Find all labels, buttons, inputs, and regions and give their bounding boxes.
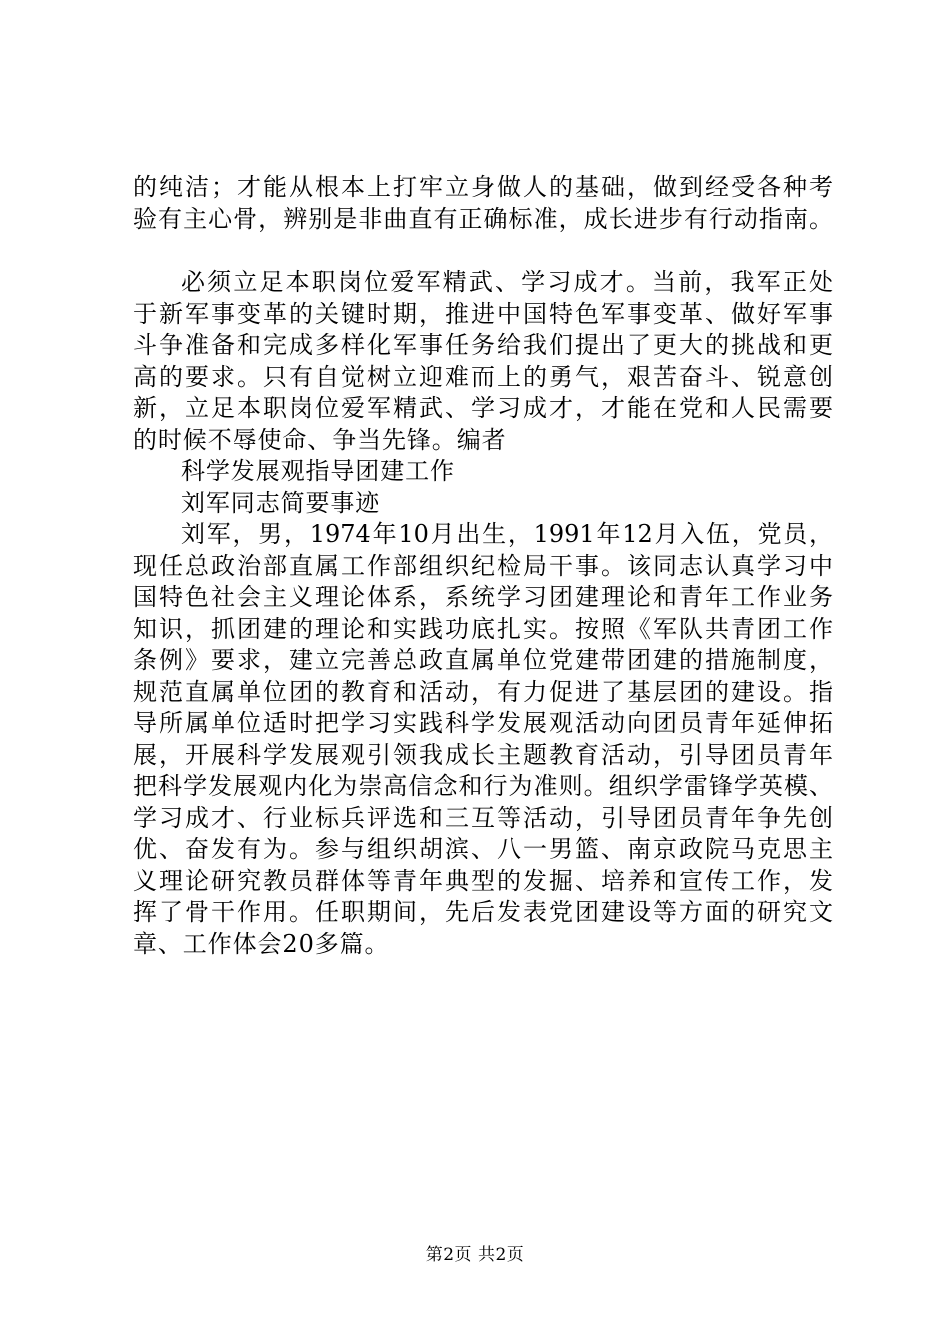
text-line: 展，开展科学发展观引领我成长主题教育活动，引导团员青年 (133, 740, 833, 769)
text-line: 义理论研究教员群体等青年典型的发掘、培养和宣传工作，发 (133, 866, 833, 895)
text-line: 条例》要求，建立完善总政直属单位党建带团建的措施制度， (133, 646, 833, 674)
page-number: 第2页 共2页 (425, 1245, 525, 1265)
text-line: 国特色社会主义理论体系，系统学习团建理论和青年工作业务 (133, 583, 833, 611)
text-line: 把科学发展观内化为崇高信念和行为准则。组织学雷锋学英模、 (133, 772, 833, 800)
text-line: 于新军事变革的关键时期，推进中国特色军事变革、做好军事 (133, 299, 833, 328)
section-heading: 科学发展观指导团建工作 (181, 457, 455, 485)
text-line: 挥了骨干作用。任职期间，先后发表党团建设等方面的研究文 (133, 898, 833, 926)
text-line: 规范直属单位团的教育和活动，有力促进了基层团的建设。指 (133, 677, 833, 706)
document-body (133, 172, 833, 960)
text-line: 高的要求。只有自觉树立迎难而上的勇气，艰苦奋斗、锐意创 (133, 362, 833, 391)
text-line: 优、奋发有为。参与组织胡滨、八一男篮、南京政院马克思主 (133, 835, 833, 863)
paragraph-closing-previous (133, 172, 833, 235)
paragraph-spacer (133, 235, 833, 267)
text-line: 导所属单位适时把学习实践科学发展观活动向团员青年延伸拓 (133, 709, 833, 737)
text-line: 必须立足本职岗位爱军精武、学习成才。当前，我军正处 (181, 268, 833, 296)
text-line: 学习成才、行业标兵评选和三互等活动，引导团员青年争先创 (133, 803, 833, 832)
text-line: 知识，抓团建的理论和实践功底扎实。按照《军队共青团工作 (133, 614, 833, 643)
text-line: 验有主心骨，辨别是非曲直有正确标准，成长进步有行动指南。 (133, 204, 833, 233)
text-line: 现任总政治部直属工作部组织纪检局干事。该同志认真学习中 (133, 551, 833, 580)
text-line: 刘军，男，1974年10月出生，1991年12月入伍，党员， (181, 520, 833, 548)
page-footer (0, 1244, 950, 1266)
section-subheading: 刘军同志简要事迹 (181, 488, 381, 517)
text-line: 新，立足本职岗位爱军精武、学习成才，才能在党和人民需要 (133, 394, 833, 422)
paragraph-biography (133, 519, 833, 960)
text-line: 的纯洁；才能从根本上打牢立身做人的基础，做到经受各种考 (133, 173, 833, 201)
text-line: 章、工作体会20多篇。 (133, 929, 390, 958)
text-line: 的时候不辱使命、争当先锋。编者 (133, 425, 507, 454)
paragraph-duty (133, 267, 833, 456)
text-line: 斗争准备和完成多样化军事任务给我们提出了更大的挑战和更 (133, 331, 833, 359)
